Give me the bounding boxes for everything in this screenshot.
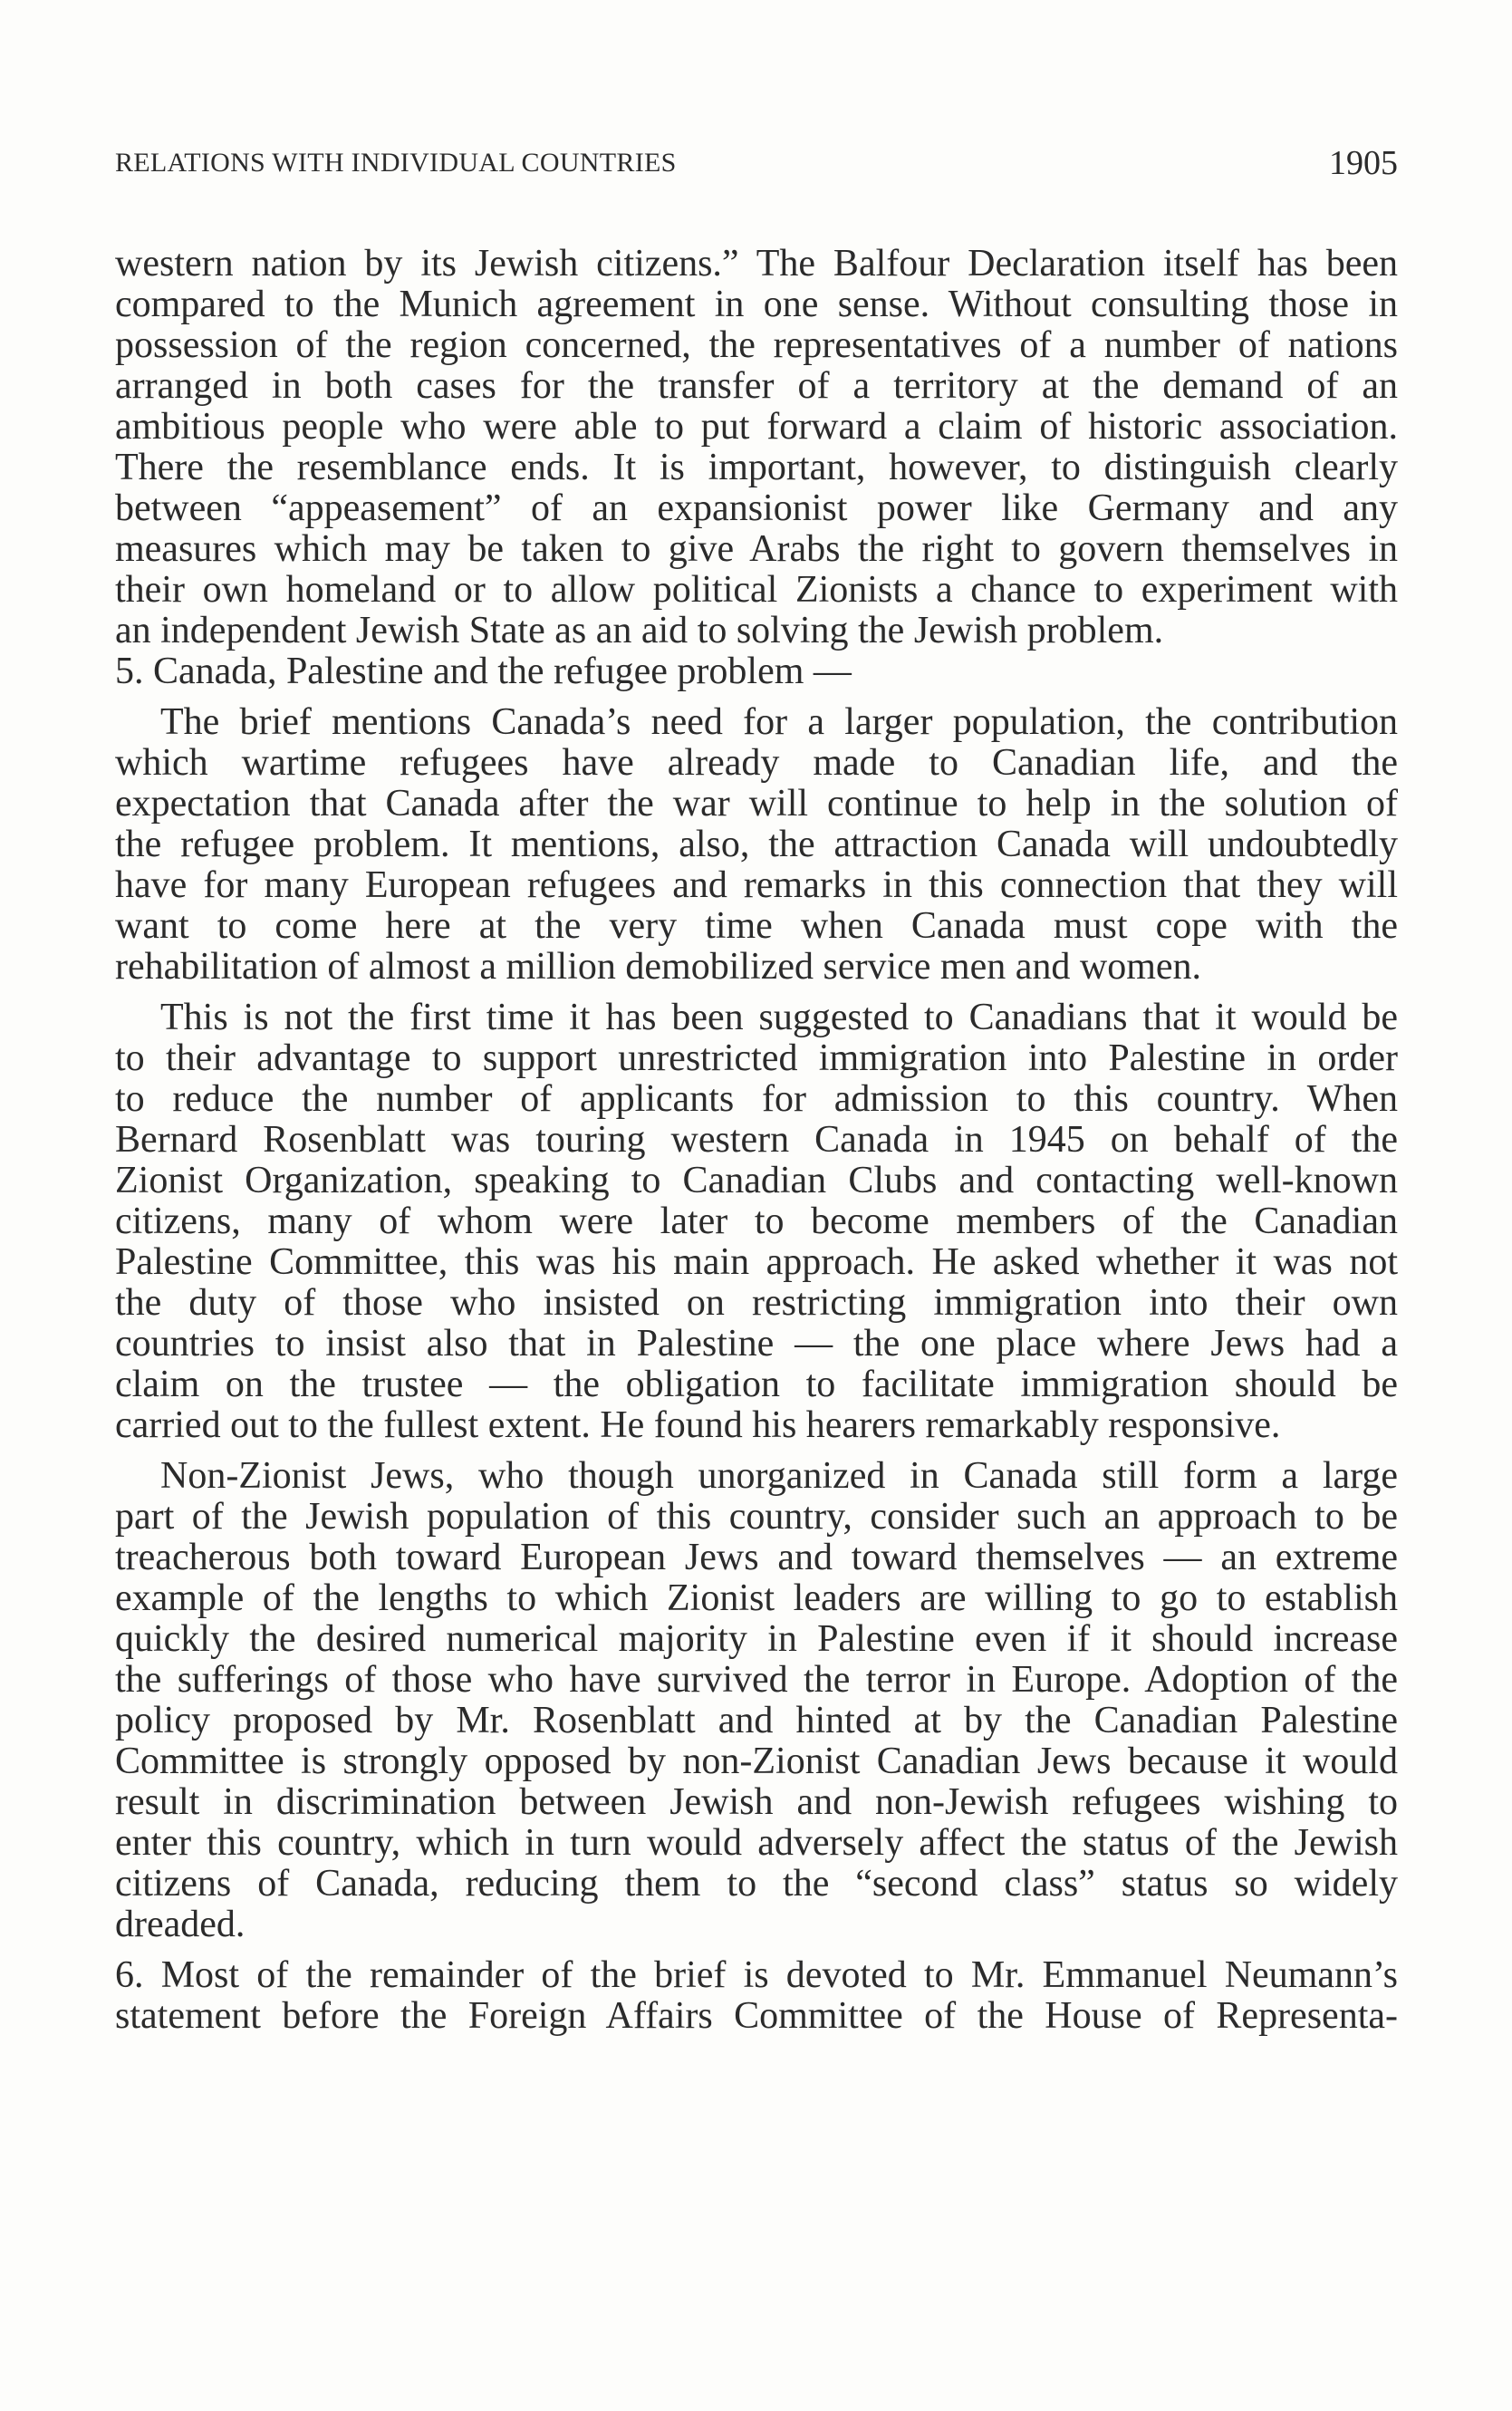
text-line: citizens, many of whom were later to become members of the Canadian (115, 1201, 1398, 1242)
running-header-title: RELATIONS WITH INDIVIDUAL COUNTRIES (115, 148, 677, 178)
document-body (115, 244, 1398, 2047)
text-line: which wartime refugees have already made to Canadian life, and the (115, 742, 1398, 784)
text-line: the duty of those who insisted on restricting immigration into their own (115, 1282, 1398, 1324)
text-line: 6. Most of the remainder of the brief is devoted to Mr. Emmanuel Neumann’s (115, 1954, 1398, 1996)
text-line: possession of the region concerned, the representatives of a number of nations (115, 324, 1398, 366)
text-line: The brief mentions Canada’s need for a larger population, the contribution (160, 701, 1398, 743)
text-line: There the resemblance ends. It is important, however, to distinguish clearly (115, 447, 1398, 488)
text-line: Bernard Rosenblatt was touring western Canada in 1945 on behalf of the (115, 1119, 1398, 1161)
text-line: Non-Zionist Jews, who though unorganized in Canada still form a large (160, 1455, 1398, 1497)
text-line: measures which may be taken to give Arabs the right to govern themselves in (115, 528, 1398, 570)
text-line: the sufferings of those who have survived the terror in Europe. Adoption of the (115, 1659, 1398, 1701)
text-line: treacherous both toward European Jews and toward themselves — an extreme (115, 1537, 1398, 1578)
text-line: to their advantage to support unrestricted immigration into Palestine in order (115, 1037, 1398, 1079)
text-line: quickly the desired numerical majority in Palestine even if it should increase (115, 1618, 1398, 1660)
text-line: policy proposed by Mr. Rosenblatt and hinted at by the Canadian Palestine (115, 1700, 1398, 1741)
text-line: compared to the Munich agreement in one sense. Without consulting those in (115, 284, 1398, 325)
paragraph (115, 651, 1398, 692)
text-line: countries to insist also that in Palestine — the one place where Jews had a (115, 1323, 1398, 1365)
text-line: enter this country, which in turn would adversely affect the status of the Jewish (115, 1822, 1398, 1864)
text-line: expectation that Canada after the war will continue to help in the solution of (115, 783, 1398, 825)
text-line: between “appeasement” of an expansionist power like Germany and any (115, 487, 1398, 529)
paragraph (115, 702, 1398, 988)
text-line: carried out to the fullest extent. He found his hearers remarkably responsive. (115, 1404, 1281, 1446)
text-line: result in discrimination between Jewish and non-Jewish refugees wishing to (115, 1781, 1398, 1823)
text-line: their own homeland or to allow political Zionists a chance to experiment with (115, 569, 1398, 611)
text-line: Committee is strongly opposed by non-Zionist Canadian Jews because it would (115, 1741, 1398, 1782)
page-number: 1905 (1329, 144, 1398, 182)
text-line: part of the Jewish population of this country, consider such an approach to be (115, 1496, 1398, 1538)
text-line: an independent Jewish State as an aid to solving the Jewish problem. (115, 610, 1164, 651)
text-line: western nation by its Jewish citizens.” The Balfour Declaration itself has been (115, 243, 1398, 284)
text-line: have for many European refugees and remarks in this connection that they will (115, 864, 1398, 906)
text-line: rehabilitation of almost a million demobilized service men and women. (115, 946, 1202, 988)
text-line: want to come here at the very time when Canada must cope with the (115, 905, 1398, 947)
text-line: dreaded. (115, 1904, 246, 1945)
text-line: to reduce the number of applicants for admission to this country. When (115, 1078, 1398, 1120)
text-line: ambitious people who were able to put forward a claim of historic association. (115, 406, 1398, 448)
text-line: This is not the first time it has been suggested to Canadians that it would be (160, 997, 1398, 1038)
text-line: arranged in both cases for the transfer of a territory at the demand of an (115, 365, 1398, 407)
text-line: Palestine Committee, this was his main approach. He asked whether it was not (115, 1241, 1398, 1283)
paragraph (115, 998, 1398, 1446)
text-line: 5. Canada, Palestine and the refugee problem — (115, 651, 852, 692)
text-line: statement before the Foreign Affairs Committee of the House of Representa- (115, 1995, 1398, 2037)
paragraph (115, 244, 1398, 651)
paragraph (115, 1955, 1398, 2037)
text-line: citizens of Canada, reducing them to the “second class” status so widely (115, 1863, 1398, 1905)
text-line: claim on the trustee — the obligation to facilitate immigration should be (115, 1364, 1398, 1405)
paragraph (115, 1456, 1398, 1945)
text-line: example of the lengths to which Zionist leaders are willing to go to establish (115, 1577, 1398, 1619)
text-line: Zionist Organization, speaking to Canadian Clubs and contacting well-known (115, 1160, 1398, 1201)
text-line: the refugee problem. It mentions, also, the attraction Canada will undoubtedly (115, 824, 1398, 865)
